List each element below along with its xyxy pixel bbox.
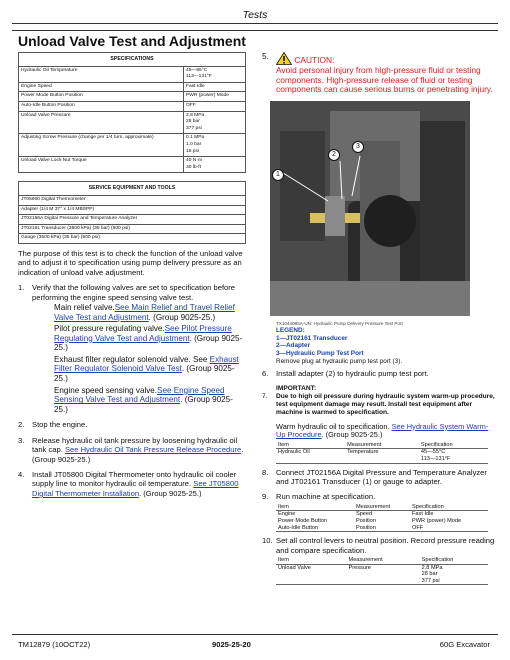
step-1: 1. Verify that the following valves are set to specification before performing the engine speed sensing valve test. Main relief valve.See Main Relief and Travel Relief Valve Test and Adjustment. (Group 9025-25.) Pilot pressure regulating valve.See Pilot Pressure Regulating Valve Test and Adjustment. (Group 9025-25.) Exhaust filter regulator solenoid valve. See Exhaust Filter Regulator Solenoid Valve Test. (Group 9025-25.) Engine speed sensing valve.See Engine Speed Sensing Valve Test and Adjustment. (Group 9025-25.) bbox=[18, 283, 246, 414]
step-7: IMPORTANT: 7. Due to high oil pressure during hydraulic system warm-up procedure, test equipment damage may result. Install test equipment after machine is warmed to specification. bbox=[262, 384, 495, 416]
footer-page-number: 9025-25-20 bbox=[212, 640, 251, 649]
step-4: 4. Install JT05800 Digital Thermometer onto hydraulic oil cooler supply line to monitor hydraulic oil temperature. See JT05800 Digital Thermometer Installation. (Group 9025-25.) bbox=[18, 470, 239, 498]
caution-label: CAUTION: bbox=[294, 55, 335, 65]
specifications-heading: SPECIFICATIONS bbox=[19, 53, 246, 67]
page-header bbox=[12, 8, 498, 24]
tools-heading: SERVICE EQUIPMENT AND TOOLS bbox=[19, 182, 246, 196]
step-2: 2. Stop the engine. bbox=[18, 420, 88, 430]
tool-row: JT05800 Digital Thermometer bbox=[19, 195, 246, 205]
valve-test-link[interactable]: See Engine Speed Sensing Valve Test and Adjustment bbox=[54, 385, 225, 405]
warm-table: Item Measurement Specification Hydraulic Oil Temperature 45—55°C 113—131°F bbox=[276, 442, 488, 464]
callout-1: 1 bbox=[272, 169, 284, 181]
spec-row: Unload Valve Lock Nut Torque 40 N·m 30 lb-ft bbox=[19, 157, 246, 173]
step-3: 3. Release hydraulic oil tank pressure by loosening hydraulic oil tank cap. See Hydraulic Oil Tank Pressure Release Procedure. (Group 9025-25.) bbox=[18, 435, 244, 464]
spec-row: Unload Valve Pressure 2.8 MPa 28 bar 377 psi bbox=[19, 111, 246, 134]
warm-instruction: Warm hydraulic oil to specification. See Hydraulic System Warm-Up Procedure. (Group 9025-25.) bbox=[276, 421, 489, 440]
legend bbox=[276, 327, 496, 365]
page-footer bbox=[12, 634, 498, 649]
footer-model: 60G Excavator bbox=[439, 640, 490, 649]
spec-row: Power Mode Button Position PWR (power) Mode bbox=[19, 92, 246, 102]
intro-paragraph: The purpose of this test is to check the function of the unload valve and to adjust it to specification using pump delivery pressure as an indication of unload valve adjustment. bbox=[18, 248, 243, 277]
page-title: Unload Valve Test and Adjustment bbox=[18, 33, 246, 49]
left-column bbox=[18, 52, 246, 504]
valve-test-link[interactable]: See Pilot Pressure Regulating Valve Test and Adjustment bbox=[54, 324, 232, 343]
spec-row: Auto-Idle Button Position OFF bbox=[19, 101, 246, 111]
photo-illustration bbox=[270, 101, 470, 316]
pressure-table: Item Measurement Specification Unload Valve Pressure 2.8 MPa 28 bar 377 psi bbox=[276, 557, 488, 585]
callout-3: 3 bbox=[352, 141, 364, 153]
photo-caption: TX1044095A-UN: Hydraulic Pump Delivery Pressure Test Port bbox=[276, 321, 403, 327]
legend-item-2: 2—Adapter bbox=[276, 342, 311, 350]
valve-check-item: Exhaust filter regulator solenoid valve. See Exhaust Filter Regulator Solenoid Valve Test. (Group 9025-25.) bbox=[54, 354, 239, 384]
valve-test-link[interactable]: See Main Relief and Travel Relief Valve Test and Adjustment bbox=[54, 302, 235, 322]
step-6: 6. Install adapter (2) to hydraulic pump test port. bbox=[262, 369, 429, 379]
step-8: 8. Connect JT02156A Digital Pressure and Temperature Analyzer and JT02161 Transducer (1) or gauge to adapter. bbox=[262, 467, 487, 486]
important-label: IMPORTANT: bbox=[276, 384, 317, 392]
spec-row: Adjusting Screw Pressure (change per 1/4 turn, approximate) 0.1 MPa 1.0 bar 15 psi bbox=[19, 134, 246, 157]
spec-row: Engine Speed Fast Idle bbox=[19, 82, 246, 92]
spec-row: Hydraulic Oil Temperature 45—55°C 113—131°F bbox=[19, 66, 246, 82]
valve-check-item: Main relief valve.See Main Relief and Travel Relief Valve Test and Adjustment. (Group 9025-25.) bbox=[54, 302, 235, 322]
step-5-caution: 5. CAUTION: Avoid personal injury from high-pressure fluid or testing components. High-pressure release of fluid or testing components can cause serious burns or penetrating injury. bbox=[262, 51, 493, 95]
tool-row: JT02161 Transducer (3500 kPa) (35 bar) (500 psi) bbox=[19, 224, 246, 234]
step-9: 9. Run machine at specification. bbox=[262, 492, 376, 502]
legend-item-1: 1—JT02161 Transducer bbox=[276, 334, 348, 342]
section-label: Tests bbox=[242, 9, 268, 21]
link-tank-pressure-release[interactable]: See Hydraulic Oil Tank Pressure Release Procedure bbox=[64, 445, 242, 455]
valve-check-item: Pilot pressure regulating valve.See Pilot Pressure Regulating Valve Test and Adjustment. (Group 9025-25.) bbox=[54, 324, 243, 353]
tools-table bbox=[18, 181, 246, 244]
right-column bbox=[262, 52, 496, 585]
caution-triangle-icon bbox=[276, 52, 292, 65]
valve-test-link[interactable]: Exhaust Filter Regulator Solenoid Valve Test bbox=[54, 354, 239, 374]
valve-check-item: Engine speed sensing valve.See Engine Speed Sensing Valve Test and Adjustment. (Group 9025-25.) bbox=[54, 385, 233, 414]
procedure-left bbox=[18, 283, 246, 498]
link-warm-up-procedure[interactable]: See Hydraulic System Warm-Up Procedure bbox=[276, 421, 489, 440]
remove-plug-text: Remove plug at hydraulic pump test port (3). bbox=[276, 357, 403, 365]
specifications-table bbox=[18, 52, 246, 173]
caution-text: Avoid personal injury from high-pressure fluid or testing components. High-pressure release of fluid or testing components can cause serious burns or penetrating injury. bbox=[276, 64, 493, 95]
footer-doc-id: TM12879 (10OCT22) bbox=[18, 640, 91, 649]
important-text: Due to high oil pressure during hydraulic system warm-up procedure, test equipment damage may result. Install test equipment after machine is warmed to specification. bbox=[276, 392, 495, 416]
callout-2: 2 bbox=[328, 149, 340, 161]
tool-row: Gauge (3500 kPa) (35 bar) (500 psi) bbox=[19, 234, 246, 244]
tool-row: JT02156A Digital Pressure and Temperature Analyzer bbox=[19, 215, 246, 225]
legend-heading: LEGEND: bbox=[276, 327, 305, 335]
title-rule bbox=[12, 30, 498, 31]
step-10: 10. Set all control levers to neutral position. Record pressure reading and compare specification. bbox=[262, 536, 495, 555]
tool-row: Adapter (1/4 M 37° x 1/4 MBSPP) bbox=[19, 205, 246, 215]
link-thermometer-installation[interactable]: See JT05800 Digital Thermometer Installation bbox=[32, 479, 239, 498]
pump-test-port-photo bbox=[270, 101, 470, 316]
run-table: Item Measurement Specification Engine Speed Fast Idle Power Mode Button Position PWR (power) Mode Auto-Idle Button Position OFF bbox=[276, 504, 488, 532]
legend-item-3: 3—Hydraulic Pump Test Port bbox=[276, 349, 364, 357]
